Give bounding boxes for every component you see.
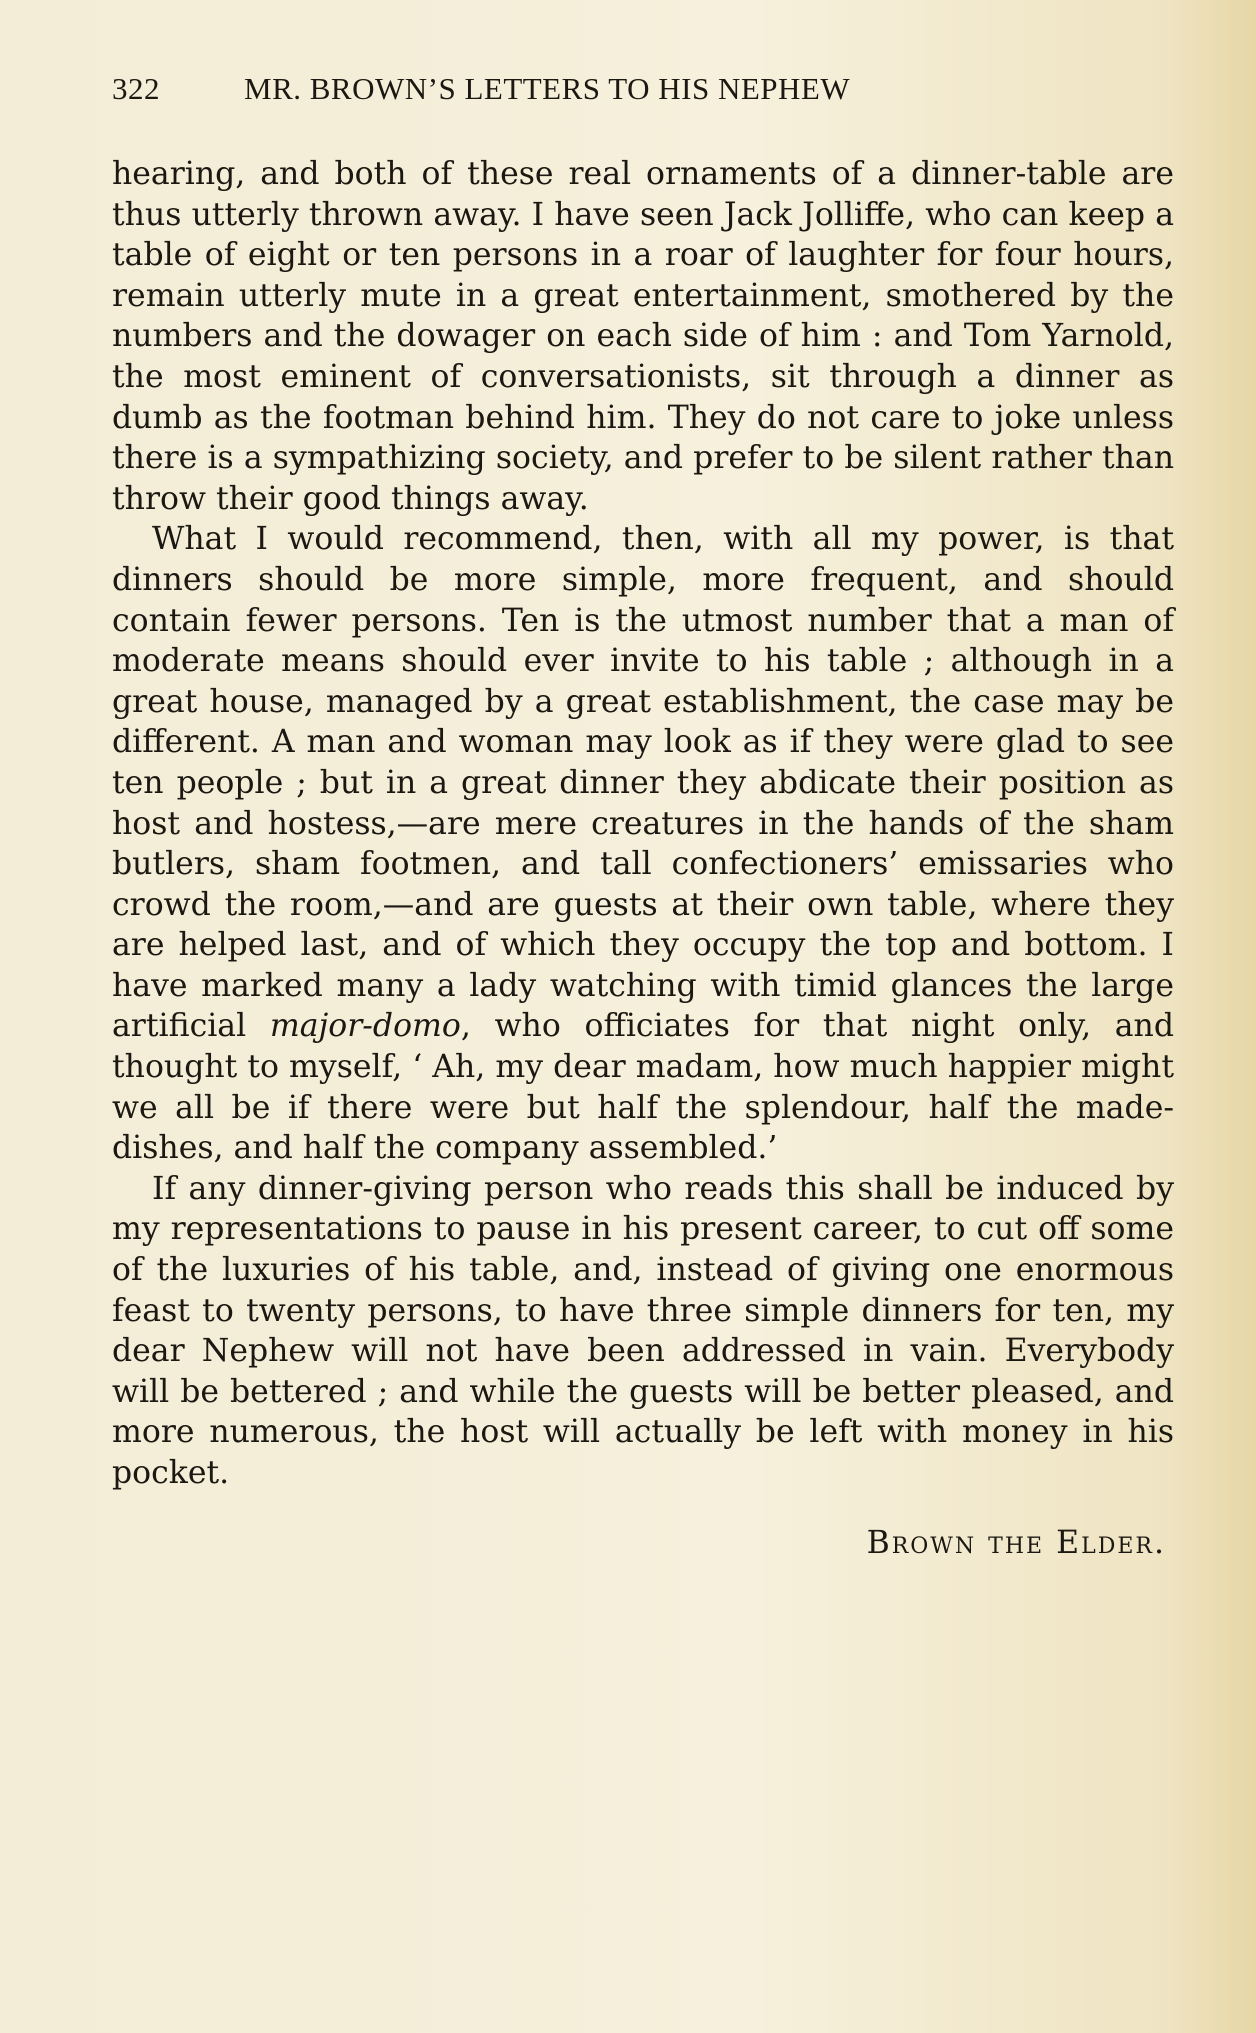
running-title: MR. BROWN’S LETTERS TO HIS NEPHEW bbox=[244, 71, 851, 106]
book-page bbox=[112, 64, 1174, 1564]
paragraph-2-text-a: What I would recommend, then, with all my power, is that dinners should be more simple, more frequent, and should contain fewer persons. Ten is the utmost number that a man of moderate means should ever invite to his table ; although in a great house, managed by a great establishment, the case may be different. A man and woman may look as if they were glad to see ten people ; but in a great dinner they abdicate their position as host and hostess,—are mere creatures in the hands of the sham butlers, sham footmen, and tall confectioners’ emissaries who crowd the room,—and are guests at their own table, where they are helped last, and of which they occupy the top and bottom. I have marked many a lady watching with timid glances the large artificial bbox=[112, 521, 1174, 1045]
italic-term: major-domo bbox=[269, 1008, 461, 1045]
paragraph-2 bbox=[112, 519, 1174, 1169]
body-text bbox=[112, 154, 1174, 1494]
running-head bbox=[112, 64, 1174, 116]
paragraph-1: hearing, and both of these real ornaments of a dinner-table are thus utterly thrown away. I have seen Jack Jolliffe, who can keep a table of eight or ten persons in a roar of laughter for four hours, remain utterly mute in a great entertainment, smothered by the numbers and the dowager on each side of him : and Tom Yarnold, the most eminent of conversationists, sit through a dinner as dumb as the footman behind him. They do not care to joke unless there is a sympathizing society, and prefer to be silent rather than throw their good things away. bbox=[112, 156, 1174, 517]
paragraph-3: If any dinner-giving person who reads this shall be induced by my representations to pause in his present career, to cut off some of the luxuries of his table, and, instead of giving one enormous feast to twenty persons, to have three simple dinners for ten, my dear Nephew will not have been addressed in vain. Everybody will be bettered ; and while the guests will be better pleased, and more numerous, the host will actually be left with money in his pocket. bbox=[112, 1170, 1174, 1491]
signature: Brown the Elder. bbox=[866, 1524, 1166, 1561]
page-number: 322 bbox=[112, 71, 160, 106]
paragraph-2-text-b: , who officiates for that night only, and thought to myself, ‘ Ah, my dear madam, how much happier might we all be if there were but half the splendour, half the made-dishes, and half the company assembled.’ bbox=[112, 1008, 1174, 1167]
